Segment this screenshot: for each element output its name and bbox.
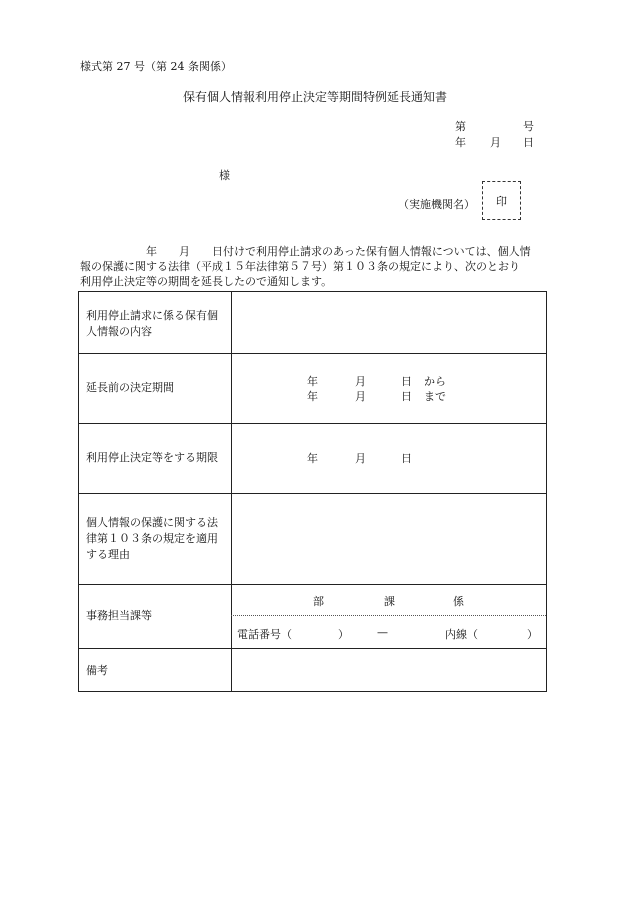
from-day: 日 (401, 375, 412, 388)
doc-date-year: 年 (455, 136, 466, 149)
phone-label: 電話番号（ (237, 628, 292, 641)
intro-paragraph (80, 244, 548, 289)
doc-number-go: 号 (523, 120, 534, 133)
from-suffix: から (424, 375, 446, 388)
table-row-divider (79, 584, 546, 585)
row-label-prior-period: 延長前の決定期間 (86, 381, 174, 394)
row-label-contact: 事務担当課等 (86, 609, 152, 622)
to-month: 月 (355, 390, 366, 403)
intro-line-2: 報の保護に関する法律（平成１５年法律第５７号）第１０３条の規定により、次のとおり (80, 260, 520, 273)
deadline-month: 月 (355, 452, 366, 465)
seal-box (482, 181, 521, 220)
dept-ka: 課 (384, 595, 395, 608)
extension-label: 内線（ (445, 628, 478, 641)
dept-phone-divider (231, 615, 546, 616)
doc-number-dai: 第 (455, 120, 466, 133)
phone-dash: — (377, 626, 388, 639)
deadline-day: 日 (401, 452, 412, 465)
to-year: 年 (307, 390, 318, 403)
form-number: 様式第 27 号（第 24 条関係） (80, 60, 232, 73)
from-year: 年 (307, 375, 318, 388)
row-label-deadline: 利用停止決定等をする期限 (86, 451, 218, 464)
table-row-divider (79, 648, 546, 649)
intro-line-3: 利用停止決定等の期間を延長したので通知します。 (80, 275, 333, 288)
table-row-divider (79, 493, 546, 494)
row-label-remarks: 備考 (86, 664, 108, 677)
deadline-year: 年 (307, 452, 318, 465)
table-row-divider (79, 423, 546, 424)
doc-date-month: 月 (490, 136, 501, 149)
to-suffix: まで (424, 390, 446, 403)
doc-date-day: 日 (523, 136, 534, 149)
row-label-reason: 個人情報の保護に関する法律第１０３条の規定を適用する理由 (86, 516, 218, 561)
phone-close: ） (338, 628, 349, 641)
extension-close: ） (527, 628, 538, 641)
row-label-content: 利用停止請求に係る保有個人情報の内容 (86, 309, 218, 338)
issuer-agency: （実施機関名） (398, 198, 475, 211)
from-month: 月 (355, 375, 366, 388)
document-title: 保有個人情報利用停止決定等期間特例延長通知書 (182, 90, 447, 104)
recipient-honorific: 様 (219, 169, 230, 182)
dept-kakari: 係 (453, 595, 464, 608)
dept-bu: 部 (313, 595, 324, 608)
table-column-divider (231, 292, 232, 691)
table-row-divider (79, 353, 546, 354)
seal-label: 印 (496, 194, 507, 208)
intro-line-1: 年 月 日付けで利用停止請求のあった保有個人情報については、個人情 (80, 245, 531, 258)
to-day: 日 (401, 390, 412, 403)
notice-table (78, 291, 547, 692)
